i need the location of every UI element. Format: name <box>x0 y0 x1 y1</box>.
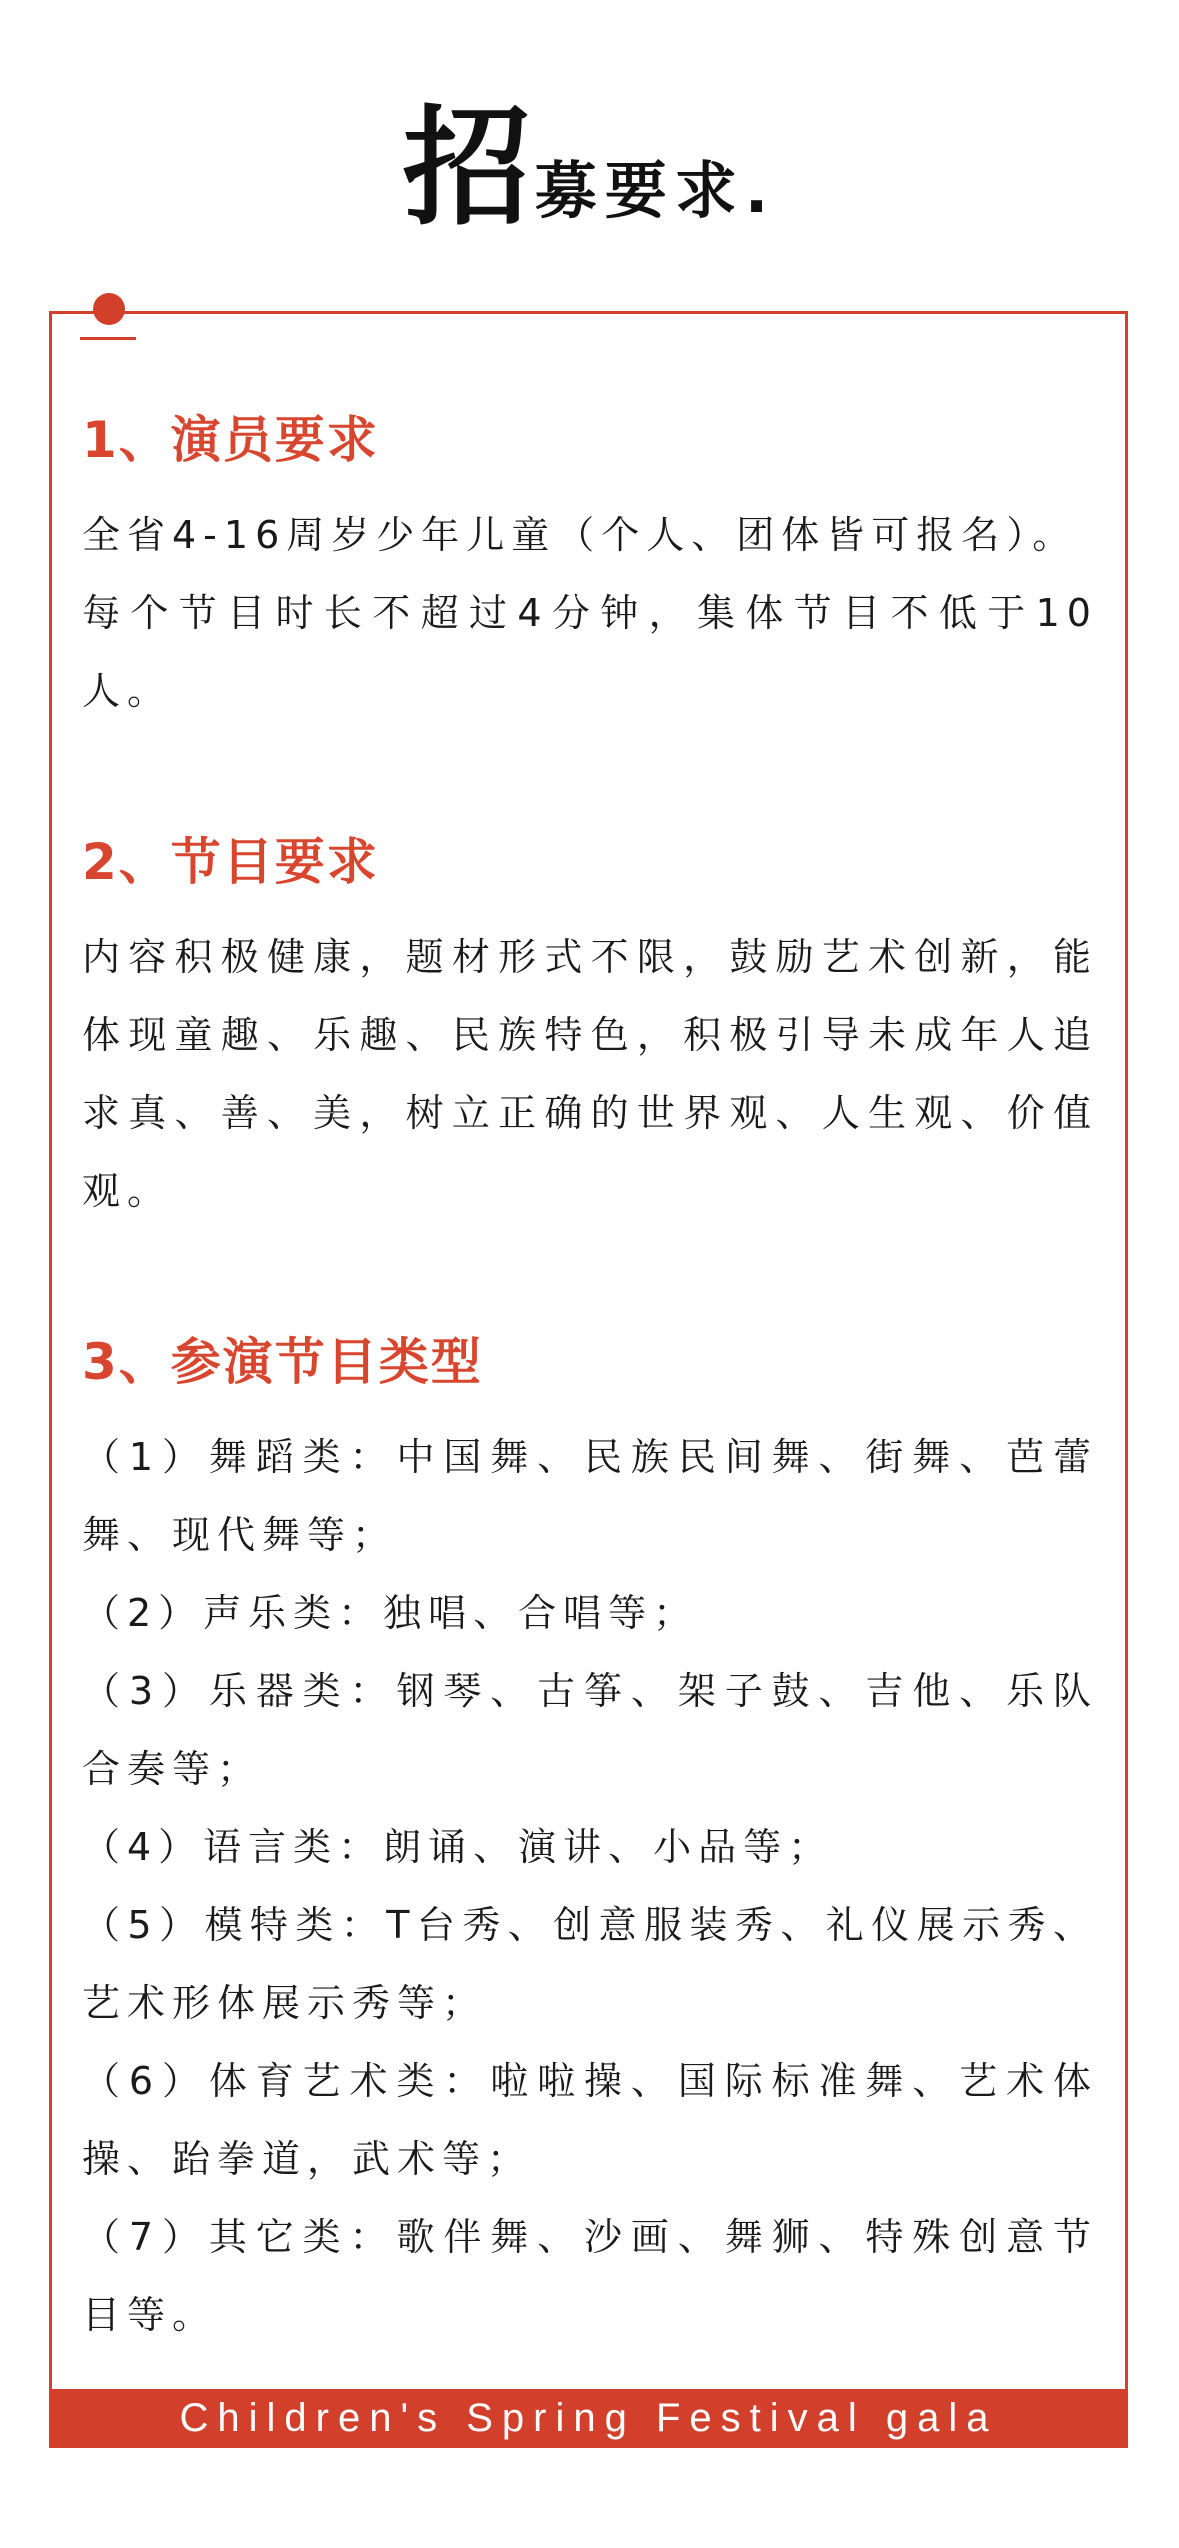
page-title-big-char: 招 <box>402 94 531 243</box>
section-program-types <box>82 1322 1098 2354</box>
decorative-dash <box>80 337 136 340</box>
section-text: 每个节目时长不超过4分钟，集体节目不低于10人。 <box>82 591 1098 713</box>
list-item: （1）舞蹈类：中国舞、民族民间舞、街舞、芭蕾舞、现代舞等； <box>82 1435 1098 1557</box>
program-type-list <box>82 1418 1098 2354</box>
section-title: 1、演员要求 <box>82 411 379 469</box>
list-item: （4）语言类：朗诵、演讲、小品等； <box>82 1825 834 1869</box>
section-text: 内容积极健康，题材形式不限，鼓励艺术创新，能体现童趣、乐趣、民族特色，积极引导未成年人追求真、善、美，树立正确的世界观、人生观、价值观。 <box>82 935 1098 1213</box>
section-title: 2、节目要求 <box>82 833 379 891</box>
list-item: （2）声乐类：独唱、合唱等； <box>82 1591 699 1635</box>
list-item: （5）模特类：T台秀、创意服装秀、礼仪展示秀、艺术形体展示秀等； <box>82 1903 1098 2025</box>
section-title: 3、参演节目类型 <box>82 1333 483 1391</box>
page-title <box>0 94 1179 243</box>
list-item: （7）其它类：歌伴舞、沙画、舞狮、特殊创意节目等。 <box>82 2215 1098 2337</box>
footer-banner: Children's Spring Festival gala <box>49 2389 1128 2448</box>
page-title-rest: 募要求. <box>534 154 777 227</box>
decorative-dot-icon <box>93 293 125 325</box>
list-item: （6）体育艺术类：啦啦操、国际标准舞、艺术体操、跆拳道，武术等； <box>82 2059 1098 2181</box>
list-item: （3）乐器类：钢琴、古筝、架子鼓、吉他、乐队合奏等； <box>82 1669 1098 1791</box>
section-text: 全省4-16周岁少年儿童（个人、团体皆可报名）。 <box>82 513 1078 557</box>
section-performer-requirements <box>82 400 1098 730</box>
content-area <box>82 400 1098 2354</box>
section-program-requirements <box>82 822 1098 1230</box>
